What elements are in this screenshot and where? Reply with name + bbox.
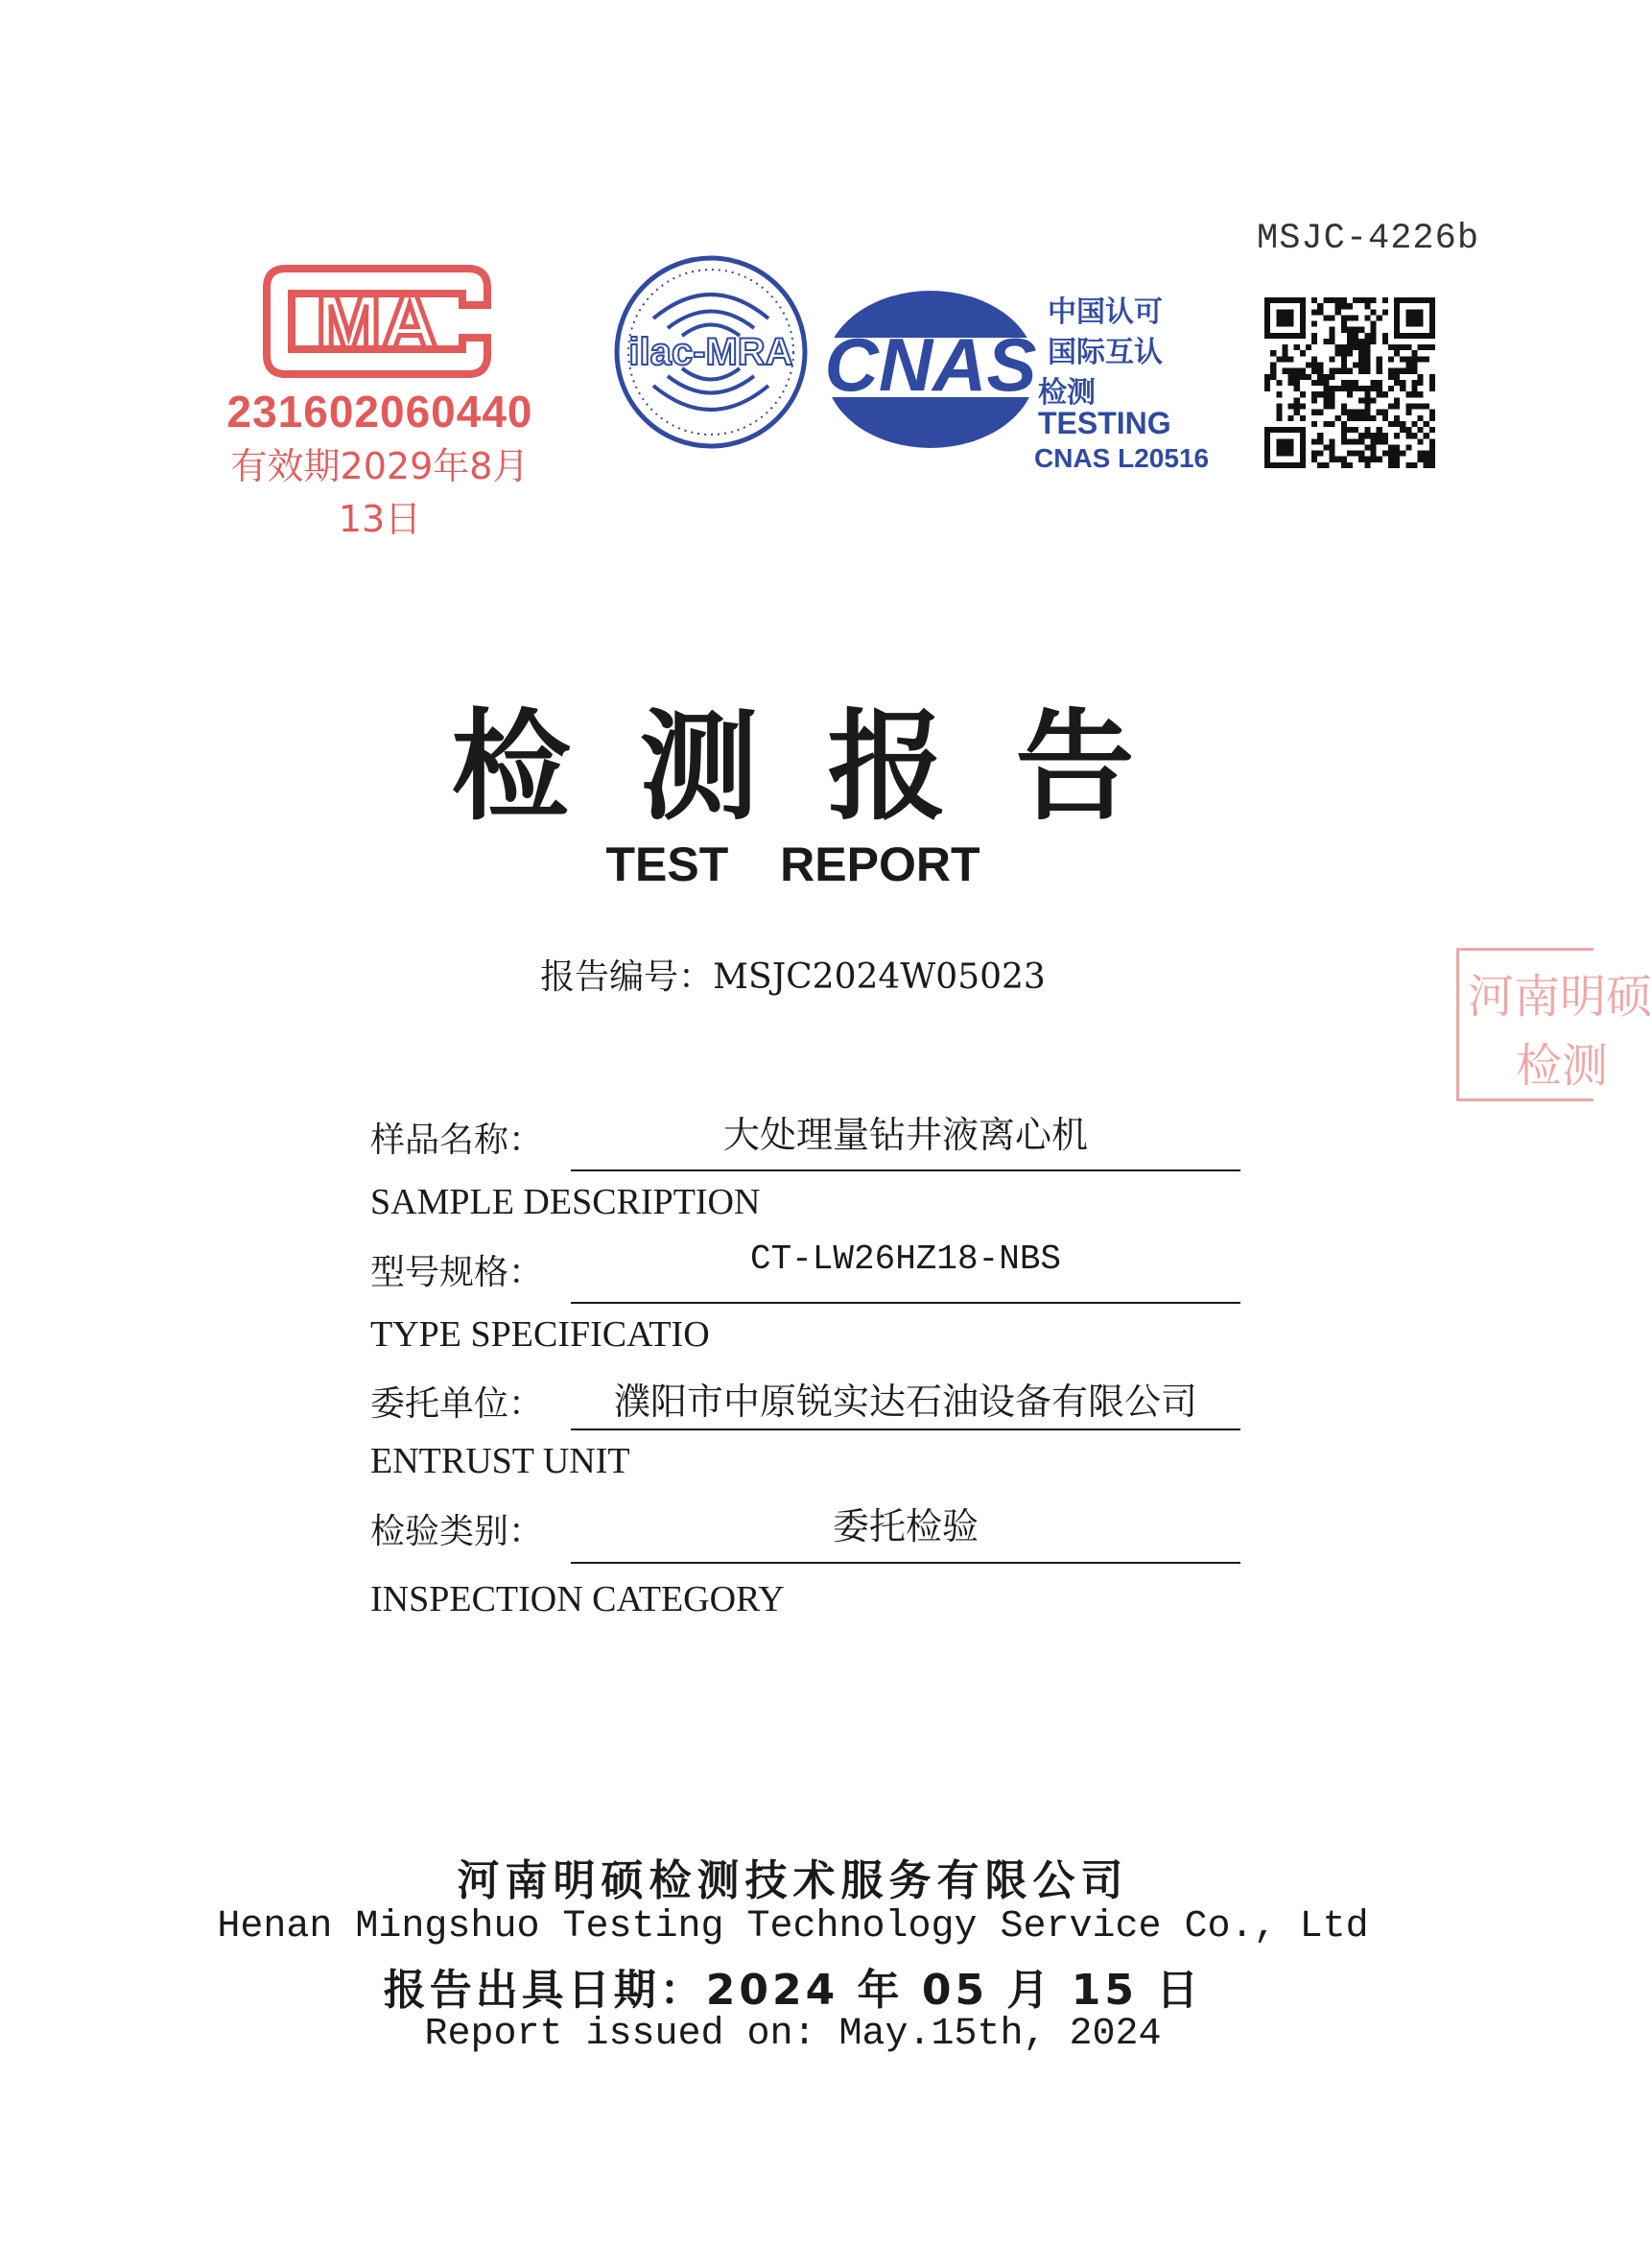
field-value-category: 委托检验 — [832, 1505, 979, 1547]
qr-code[interactable] — [1264, 297, 1435, 468]
company-name-cn: 河南明硕检测技术服务有限公司 — [457, 1856, 1129, 1905]
field-value-entrust: 濮阳市中原锐实达石油设备有限公司 — [613, 1381, 1197, 1423]
report-title-en: TEST REPORT — [605, 838, 980, 891]
field-underline — [571, 1562, 1240, 1564]
report-number: 报告编号：MSJC2024W05023 — [540, 957, 1046, 997]
cnas-cn-line3: 检测 — [1038, 376, 1096, 410]
seal-text-line2: 检测 — [1516, 1039, 1609, 1093]
cma-logo — [248, 259, 507, 384]
cnas-text: CNAS — [824, 322, 1037, 407]
cnas-cn-line2: 国际互认 — [1048, 336, 1163, 369]
cma-validity: 有效期2029年8月13日 — [230, 445, 530, 540]
company-name-en: Henan Mingshuo Testing Technology Service Co., Ltd — [217, 1905, 1369, 1948]
issue-date-cn: 报告出具日期：2024 年 05 月 15 日 — [383, 1966, 1203, 2015]
field-underline — [571, 1302, 1240, 1304]
field-label-type-en: TYPE SPECIFICATIO — [370, 1314, 710, 1355]
cma-number: 231602060440 — [226, 387, 533, 437]
field-label-category: 检验类别： — [370, 1512, 544, 1551]
cma-logo-text: MA — [316, 279, 438, 366]
issue-date-en: Report issued on: May.15th, 2024 — [424, 2013, 1162, 2056]
ilac-text: ilac-MRA — [628, 331, 793, 373]
cnas-code: CNAS L20516 — [1034, 443, 1210, 473]
field-label-type: 型号规格： — [370, 1253, 544, 1292]
cnas-logo — [811, 278, 1050, 460]
field-underline — [571, 1169, 1240, 1171]
field-value-type: CT-LW26HZ18-NBS — [749, 1240, 1062, 1279]
ilac-mra-logo — [610, 251, 812, 453]
field-value-sample: 大处理量钻井液离心机 — [722, 1114, 1088, 1156]
field-underline — [571, 1428, 1240, 1430]
cnas-cn-line1: 中国认可 — [1048, 295, 1163, 329]
field-label-category-en: INSPECTION CATEGORY — [370, 1579, 785, 1619]
seal-text-line1: 河南明硕 — [1468, 970, 1652, 1024]
field-label-entrust: 委托单位： — [370, 1384, 544, 1424]
field-label-sample-en: SAMPLE DESCRIPTION — [370, 1182, 761, 1222]
document-code: MSJC-4226b — [1257, 219, 1480, 259]
field-label-sample: 样品名称： — [370, 1121, 544, 1160]
cnas-testing: TESTING — [1038, 406, 1171, 440]
report-title-cn: 检测报告 — [451, 698, 1204, 837]
field-label-entrust-en: ENTRUST UNIT — [370, 1441, 630, 1481]
